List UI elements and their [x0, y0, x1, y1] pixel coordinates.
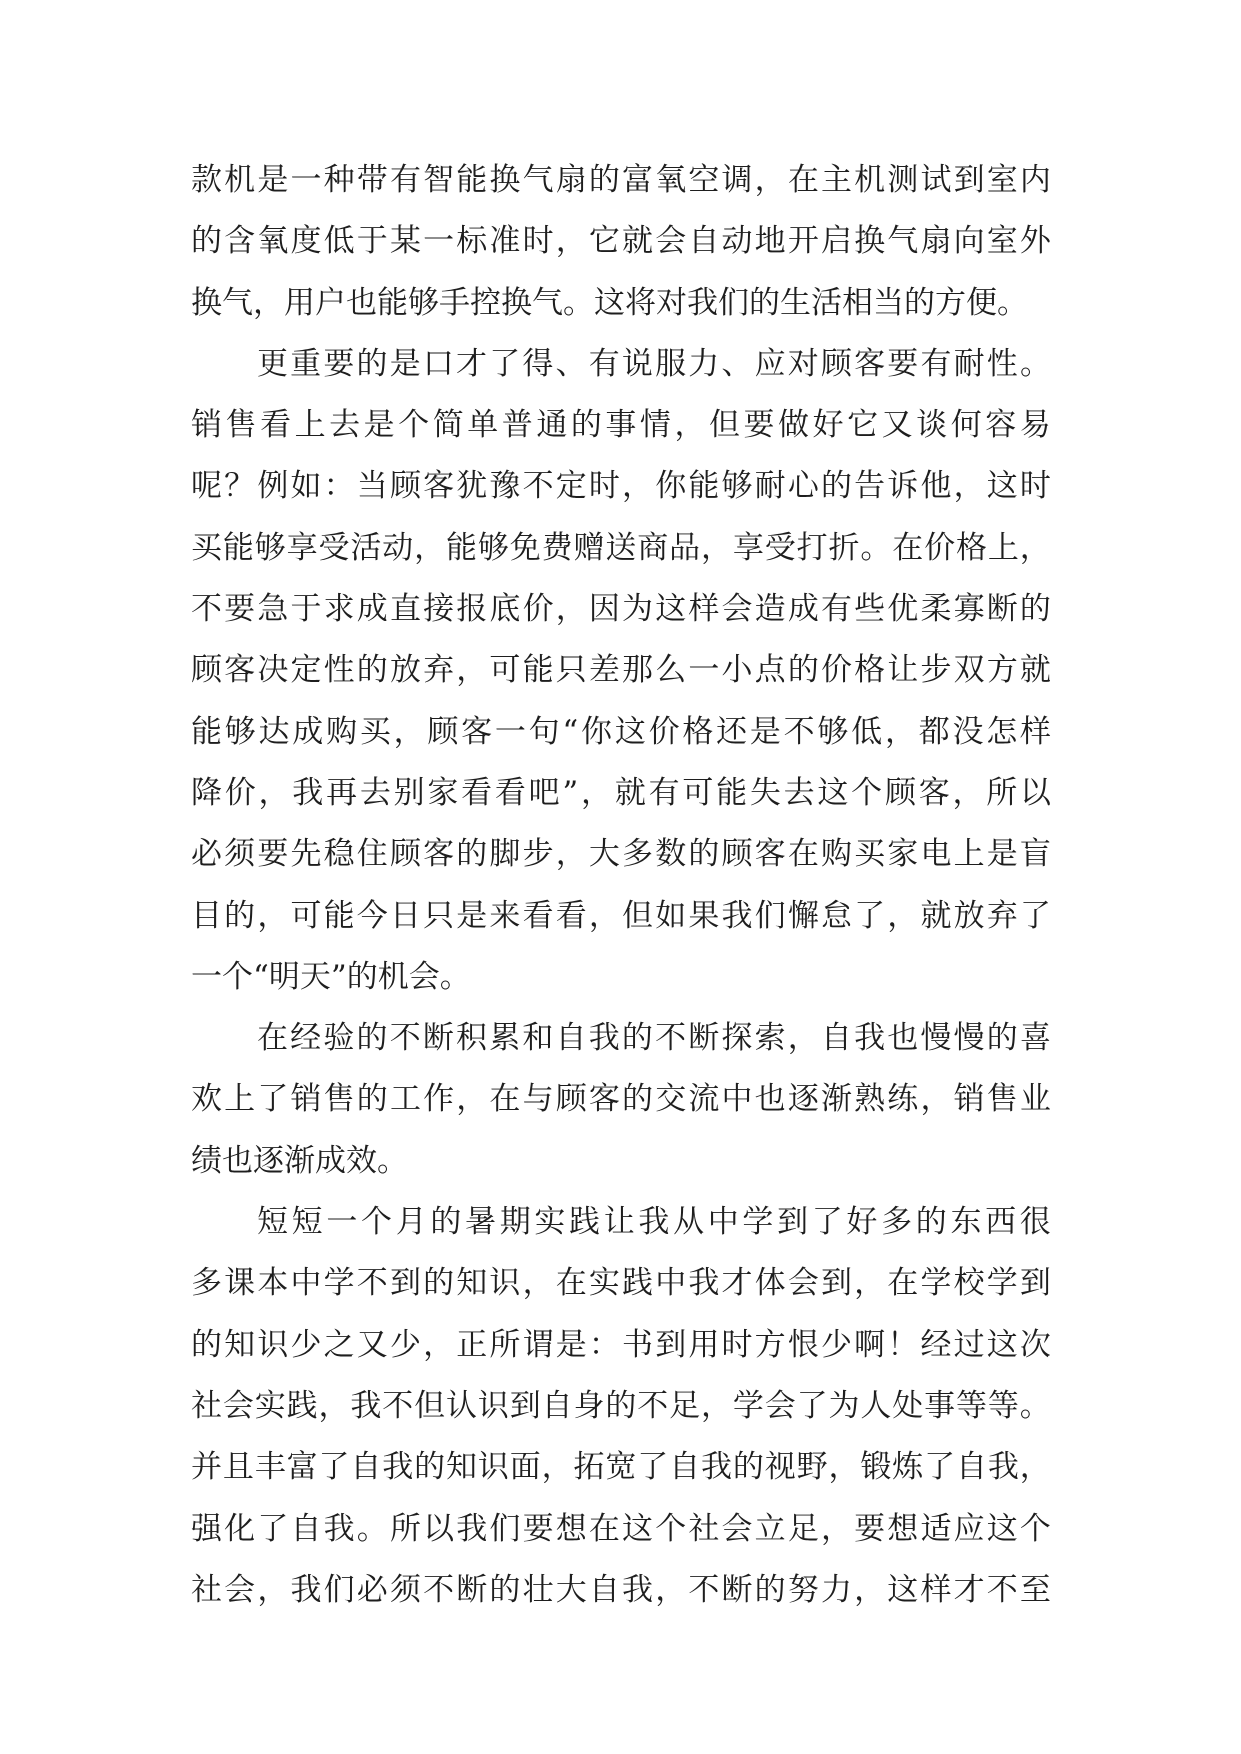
- text-line: 并 且 丰 富 了 自 我 的 知 识 面 ， 拓 宽 了 自 我 的 视 野 ， 锻 炼 了 自 我 ，: [191, 1449, 1051, 1486]
- text-line: 绩也逐渐成效。: [191, 1142, 408, 1179]
- document-body: [191, 150, 1051, 1621]
- text-line: 目 的 ， 可 能 今 日 只 是 来 看 看 ， 但 如 果 我 们 懈 怠 了 ， 就 放 弃 了: [191, 897, 1051, 934]
- text-line: 销 售 看 上 去 是 个 简 单 普 通 的 事 情 ， 但 要 做 好 它 又 谈 何 容 易: [191, 407, 1051, 444]
- text-line: 在 经 验 的 不 断 积 累 和 自 我 的 不 断 探 索 ， 自 我 也 慢 慢 的 喜: [257, 1020, 1051, 1057]
- text-line: 社 会 实 践 ， 我 不 但 认 识 到 自 身 的 不 足 ， 学 会 了 为 人 处 事 等 等 。: [191, 1387, 1051, 1424]
- text-line: 顾 客 决 定 性 的 放 弃 ， 可 能 只 差 那 么 一 小 点 的 价 格 让 步 双 方 就: [191, 652, 1051, 689]
- text-line: 强 化 了 自 我 。 所 以 我 们 要 想 在 这 个 社 会 立 足 ， 要 想 适 应 这 个: [191, 1510, 1051, 1547]
- text-line: 必 须 要 先 稳 住 顾 客 的 脚 步 ， 大 多 数 的 顾 客 在 购 买 家 电 上 是 盲: [191, 836, 1051, 873]
- text-line: 一个“明天”的机会。: [191, 958, 471, 995]
- text-line: 的 含 氧 度 低 于 某 一 标 准 时 ， 它 就 会 自 动 地 开 启 换 气 扇 向 室 外: [191, 223, 1051, 260]
- text-line: 的 知 识 少 之 又 少 ， 正 所 谓 是 ： 书 到 用 时 方 恨 少 啊 ！ 经 过 这 次: [191, 1326, 1051, 1363]
- text-line: 能 够 达 成 购 买 ， 顾 客 一 句 “ 你 这 价 格 还 是 不 够 低 ， 都 没 怎 样: [191, 713, 1051, 750]
- text-line: 社 会 ， 我 们 必 须 不 断 的 壮 大 自 我 ， 不 断 的 努 力 ， 这 样 才 不 至: [191, 1571, 1051, 1608]
- text-line: 更 重 要 的 是 口 才 了 得 、 有 说 服 力 、 应 对 顾 客 要 有 耐 性 。: [257, 345, 1051, 382]
- text-line: 不 要 急 于 求 成 直 接 报 底 价 ， 因 为 这 样 会 造 成 有 些 优 柔 寡 断 的: [191, 591, 1051, 628]
- text-line: 降 价 ， 我 再 去 别 家 看 看 吧 ” ， 就 有 可 能 失 去 这 个 顾 客 ， 所 以: [191, 774, 1051, 811]
- text-line: 买 能 够 享 受 活 动 ， 能 够 免 费 赠 送 商 品 ， 享 受 打 折 。 在 价 格 上 ，: [191, 529, 1051, 566]
- text-line: 欢 上 了 销 售 的 工 作 ， 在 与 顾 客 的 交 流 中 也 逐 渐 熟 练 ， 销 售 业: [191, 1081, 1051, 1118]
- text-line: 换气，用户也能够手控换气。这将对我们的生活相当的方便。: [191, 284, 1028, 321]
- text-line: 多 课 本 中 学 不 到 的 知 识 ， 在 实 践 中 我 才 体 会 到 ， 在 学 校 学 到: [191, 1265, 1051, 1302]
- text-line: 款 机 是 一 种 带 有 智 能 换 气 扇 的 富 氧 空 调 ， 在 主 机 测 试 到 室 内: [191, 162, 1051, 198]
- text-line: 短 短 一 个 月 的 暑 期 实 践 让 我 从 中 学 到 了 好 多 的 东 西 很: [257, 1204, 1051, 1241]
- text-line: 呢 ？ 例 如 ： 当 顾 客 犹 豫 不 定 时 ， 你 能 够 耐 心 的 告 诉 他 ， 这 时: [191, 468, 1051, 505]
